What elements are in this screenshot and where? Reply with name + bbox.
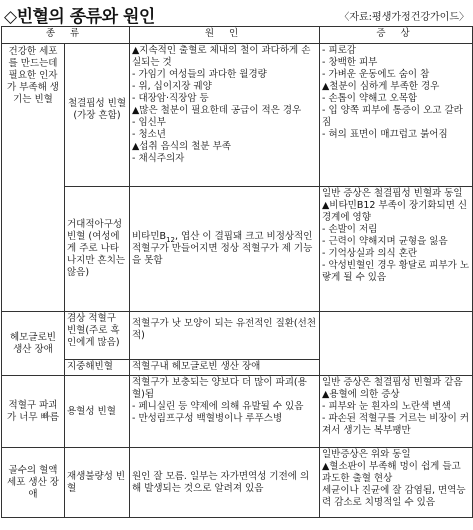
header-row (2, 27, 473, 44)
symptom-line: ▲비타민B12 부족이 장기화되면 신경계에 영향 (322, 200, 468, 223)
page-title: ◇빈혈의 종류와 원인 (4, 7, 155, 27)
symptom-line: 세균이나 진균에 잘 감염됨, 면역능력 감소로 치명적일 수 있음 (322, 485, 466, 508)
type-cell: 재생불량성 빈혈 (65, 448, 130, 518)
type-cell: 거대적아구성 빈혈 (여성에게 주로 나타나지만 흔치는 않음) (65, 187, 130, 312)
table-row (2, 187, 473, 312)
symptom-line: ▲혈소판이 부족해 멍이 쉽게 들고 과도한 출혈 현상 (322, 461, 461, 484)
symptom-line: ▲철분이 심하게 부족한 경우 (322, 81, 440, 92)
cause-line: - 대장암·직장암 등 (132, 93, 209, 104)
cause-cell (130, 44, 320, 187)
symptom-cell (320, 187, 473, 312)
category-cell: 골수의 혈액세포 생산 장애 (2, 448, 65, 518)
symptom-line: - 악성빈혈인 경우 황달로 피부가 노랗게 될 수 있음 (322, 260, 470, 283)
symptom-line: - 가벼운 운동에도 숨이 참 (322, 69, 430, 80)
header-type: 종 류 (2, 27, 130, 44)
cause-line: 적혈구가 보충되는 양보다 더 많이 파괴(용혈)됨 (132, 377, 307, 400)
cause-line: ▲섭취 음식의 철분 부족 (132, 141, 231, 152)
symptom-line: 일반 증상은 철결핍성 빈혈과 동일 (322, 188, 463, 199)
symptom-line: - 기억상실과 의식 혼란 (322, 248, 418, 259)
cause-line: - 가임기 여성들의 과다한 월경량 (132, 69, 267, 80)
symptom-line: 일반 증상은 철결핍성 빈혈과 같음 (322, 377, 463, 388)
cause-text-post: , 엽산 이 결핍돼 크고 비정상적인 적혈구가 만들어지면 정상 적혈구가 제 기능을 못함 (132, 231, 313, 266)
table-row (2, 448, 473, 518)
symptom-line: - 피부와 눈 흰자의 노란색 변색 (322, 401, 451, 412)
cause-cell (130, 376, 320, 448)
category-cell: 건강한 세포를 만드는데 필요한 인자가 부족해 생기는 빈혈 (2, 44, 65, 312)
table-row (2, 376, 473, 448)
type-cell: 용혈성 빈혈 (65, 376, 130, 448)
symptom-cell-empty (320, 312, 473, 376)
symptom-cell (320, 376, 473, 448)
cause-line: ▲지속적인 출혈로 체내의 철이 과다하게 손실되는 것 (132, 45, 311, 68)
table-row (2, 44, 473, 187)
cause-subscript: 12 (166, 235, 175, 244)
type-cell: 겸상 적혈구 빈혈(주로 흑인에게 많음) (65, 312, 130, 360)
anemia-table (1, 26, 473, 518)
symptom-line: - 근력이 약해지며 균형을 잃음 (322, 236, 448, 247)
type-cell: 철결핍성 빈혈(가장 흔함) (65, 44, 130, 187)
symptom-line: ▲용혈에 의한 증상 (322, 389, 400, 400)
cause-cell: 원인 잘 모름. 일부는 자가면역성 기전에 의해 발생되는 것으로 알려져 있음 (130, 448, 320, 518)
symptom-line: - 손발이 저림 (322, 224, 378, 235)
symptom-cell (320, 448, 473, 518)
cause-line: ▲많은 철분이 필요한데 공급이 적은 경우 (132, 105, 302, 116)
category-cell: 적혈구 파괴가 너무 빠름 (2, 376, 65, 448)
cause-line: - 채식주의자 (132, 153, 185, 164)
source-note: 〈자료:평생가정건강가이드〉 (339, 12, 469, 23)
symptom-line: 일반증상은 위와 동일 (322, 449, 411, 460)
category-cell: 헤모글로빈 생산 장애 (2, 312, 65, 376)
symptom-line: - 혀의 표면이 매끄럽고 붉어짐 (322, 129, 448, 140)
cause-line: - 청소년 (132, 129, 166, 140)
cause-line: - 위, 십이지장 궤양 (132, 81, 212, 92)
header-cause: 원 인 (130, 27, 320, 44)
symptom-line: - 입 양쪽 피부에 통증이 오고 갈라짐 (322, 105, 463, 128)
header-symptom: 증 상 (320, 27, 473, 44)
cause-line: - 페니실린 등 약제에 의해 유발될 수 있음 (132, 401, 304, 412)
type-cell: 지중해빈혈 (65, 360, 130, 376)
cause-line: - 만성림프구성 백혈병이나 루푸스병 (132, 413, 283, 424)
cause-cell: 적혈구내 헤모글로빈 생산 장애 (130, 360, 320, 376)
symptom-line: - 파손된 적혈구를 거르는 비장이 커져서 생기는 복부팽만 (322, 413, 470, 436)
symptom-line: - 창백한 피부 (322, 57, 378, 68)
symptom-line: - 손톱이 약해고 오목함 (322, 93, 418, 104)
cause-text-pre: 비타민B (132, 231, 167, 242)
cause-cell (130, 187, 320, 312)
cause-cell: 적혈구가 낫 모양이 되는 유전적인 질환(선천적) (130, 312, 320, 360)
symptom-cell (320, 44, 473, 187)
symptom-line: - 피로감 (322, 45, 356, 56)
cause-line: - 임신부 (132, 117, 166, 128)
table-row (2, 312, 473, 360)
